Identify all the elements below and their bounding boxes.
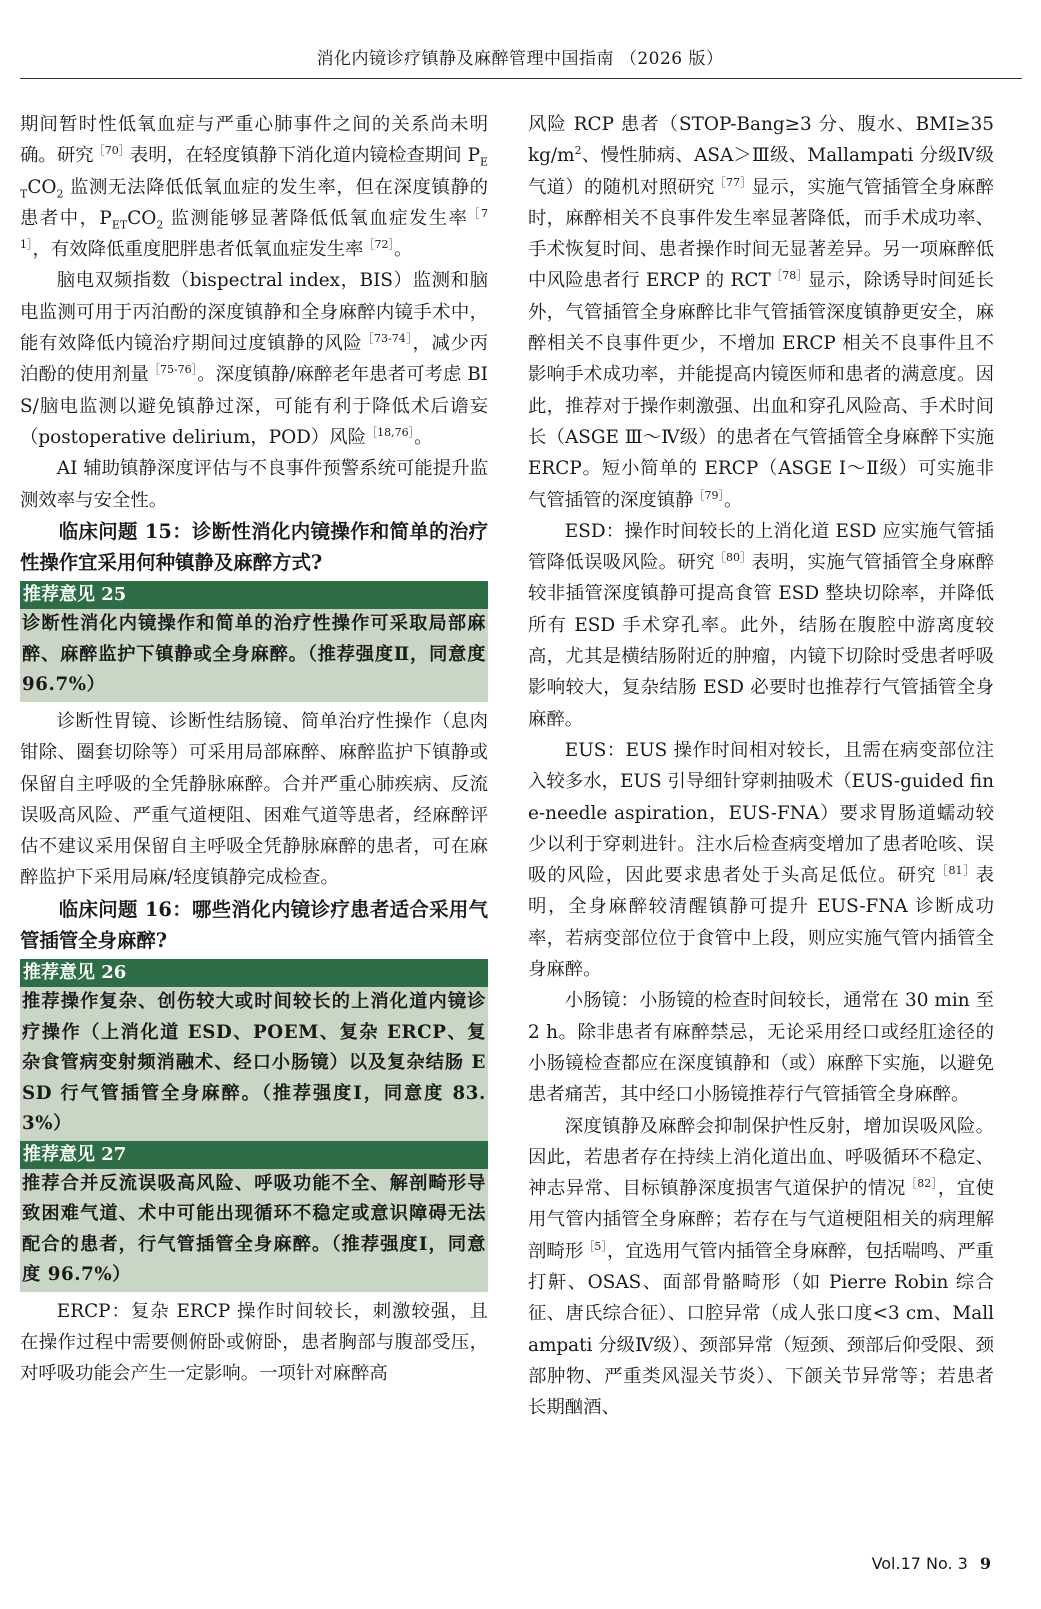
paragraph-ercp-continued: 风险 RCP 患者（STOP-Bang≥3 分、腹水、BMI≥35 $kg/m^2$、慢性肺病、ASA＞Ⅲ级、Mallampati 分级Ⅳ级气道）的随机对照研究$^{[77]}$显示，实施气管插管全身麻醉时，麻醉相关不良事件发生率显著降低，而手术成功率、手术恢复时间、患者操作时间无显著差异。另一项麻醉低中风险患者行 ERCP 的 $RCT^{[78]}$显示，除诱导时间延长外，气管插管全身麻醉比非气管插管深度镇静更安全，麻醉相关不良事件更少，不增加 ERCP 相关不良事件且不影响手术成功率，并能提高内镜医师和患者的满意度。因此，推荐对于操作刺激强、出血和穿孔风险高、手术时间长（ASGE Ⅲ～Ⅳ级）的患者在气管插管全身麻醉下实施 ERCP。短小简单的 ERCP（ASGE Ⅰ～Ⅱ级）可实施非气管插管的深度镇静$^{[79]}$。 [528,114,994,511]
paragraph-ai-sedation: AI 辅助镇静深度评估与不良事件预警系统可能提升监测效率与安全性。 [20,458,488,511]
paragraph-esd: ESD：操作时间较长的上消化道 ESD 应实施气管插管降低误吸风险。研究$^{[80]}$表明，实施气管插管全身麻醉较非插管深度镇静可提高食管 ESD 整块切除率，并降低所有 ESD 手术穿孔率。此外，结肠在腹腔中游离度较高，尤其是横结肠附近的肿瘤，内镜下切除时受患者呼吸影响较大，复杂结肠 ESD 必要时也推荐行气管插管全身麻醉。 [528,520,994,730]
recommendation-25-title: 推荐意见 25 [20,581,488,609]
recommendation-26 [20,959,488,1141]
page-footer [872,1554,991,1573]
clinical-question-15: 临床问题 15：诊断性消化内镜操作和简单的治疗性操作宜采用何种镇静及麻醉方式? [20,519,488,575]
recommendation-26-body: 推荐操作复杂、创伤较大或时间较长的上消化道内镜诊疗操作（上消化道 ESD、POEM、复杂 ERCP、复杂食管病变射频消融术、经口小肠镜）以及复杂结肠 ESD 行气管插管全身麻醉。（推荐强度Ⅰ，同意度 83.3%） [22,991,486,1135]
paragraph-diagnostic-gastroscopy: 诊断性胃镜、诊断性结肠镜、简单治疗性操作（息肉钳除、圈套切除等）可采用局部麻醉、麻醉监护下镇静或保留自主呼吸的全凭静脉麻醉。合并严重心肺疾病、反流误吸高风险、严重气道梗阻、困难气道等患者，经麻醉评估不建议采用保留自主呼吸全凭静脉麻醉的患者，可在麻醉监护下采用局麻/轻度镇静完成检查。 [20,710,488,889]
header-rule [20,78,1022,79]
paragraph-eus: EUS：EUS 操作时间相对较长，且需在病变部位注入较多水，EUS 引导细针穿刺抽吸术（EUS-guided fine-needle aspiration，EUS-FNA）要求胃肠道蠕动较少以利于穿刺进针。注水后检查病变增加了患者呛咳、误吸的风险，因此要求患者处于头高足低位。研究$^{[81]}$表明，全身麻醉较清醒镇静可提升 EUS-FNA 诊断成功率，若病变部位位于食管中上段，则应实施气管内插管全身麻醉。 [528,739,994,981]
running-header: 消化内镜诊疗镇静及麻醉管理中国指南 （2026 版） [316,49,724,69]
paragraph-enteroscopy: 小肠镜：小肠镜的检查时间较长，通常在 30 min 至 2 h。除非患者有麻醉禁忌，无论采用经口或经肛途径的小肠镜检查都应在深度镇静和（或）麻醉下实施，以避免患者痛苦，其中经口小肠镜推荐行气管插管全身麻醉。 [528,990,994,1106]
paragraph-ercp: ERCP：复杂 ERCP 操作时间较长，刺激较强，且在操作过程中需要侧俯卧或俯卧，患者胸部与腹部受压，对呼吸功能会产生一定影响。一项针对麻醉高 [20,1300,488,1385]
clinical-question-16: 临床问题 16：哪些消化内镜诊疗患者适合采用气管插管全身麻醉? [20,897,488,953]
journal-volume: Vol.17 No. 3 [871,1554,968,1573]
right-column [528,109,994,1423]
recommendation-25 [20,581,488,702]
recommendation-27-title: 推荐意见 27 [20,1141,488,1169]
paragraph-monitoring-co2: 期间暂时性低氧血症与严重心肺事件之间的关系尚未明确。研究$^{[70]}$表明，在轻度镇静下消化道内镜检查期间 $P_{ET}CO_2$ 监测无法降低低氧血症的发生率，但在深度镇静的患者中，$P_{ET}CO_2$ 监测能够显著降低低氧血症发生率$^{[71]}$，有效降低重度肥胖患者低氧血症发生率$^{[72]}$。 [20,114,488,261]
recommendation-25-body: 诊断性消化内镜操作和简单的治疗性操作可采取局部麻醉、麻醉监护下镇静或全身麻醉。（推荐强度Ⅱ，同意度 96.7%） [22,613,486,696]
recommendation-26-title: 推荐意见 26 [20,959,488,987]
paragraph-aspiration-risk: 深度镇静及麻醉会抑制保护性反射，增加误吸风险。因此，若患者存在持续上消化道出血、呼吸循环不稳定、神志异常、目标镇静深度损害气道保护的情况$^{[82]}$，宜使用气管内插管全身麻醉；若存在与气道梗阻相关的病理解剖畸形$^{[5]}$，宜选用气管内插管全身麻醉，包括喘鸣、严重打鼾、OSAS、面部骨骼畸形（如 Pierre Robin 综合征、唐氏综合征）、口腔异常（成人张口度<3 cm、Mallampati 分级Ⅳ级）、颈部异常（短颈、颈部后仰受限、颈部肿物、严重类风湿关节炎）、下颌关节异常等；若患者长期酗酒、 [528,1115,994,1419]
paragraph-bis-monitoring: 脑电双频指数（bispectral index，BIS）监测和脑电监测可用于丙泊酚的深度镇静和全身麻醉内镜手术中，能有效降低内镜治疗期间过度镇静的风险$^{[73-74]}$，减少丙泊酚的使用剂量$^{[75-76]}$。深度镇静/麻醉老年患者可考虑 BIS/脑电监测以避免镇静过深，可能有利于降低术后谵妄（postoperative delirium，POD）风险$^{[18,76]}$。 [20,270,488,448]
recommendation-27 [20,1141,488,1292]
recommendation-27-body: 推荐合并反流误吸高风险、呼吸功能不全、解剖畸形导致困难气道、术中可能出现循环不稳定或意识障碍无法配合的患者，行气管插管全身麻醉。（推荐强度Ⅰ，同意度 96.7%） [22,1172,486,1286]
left-column [20,109,488,1390]
page-number: 9 [979,1554,991,1573]
